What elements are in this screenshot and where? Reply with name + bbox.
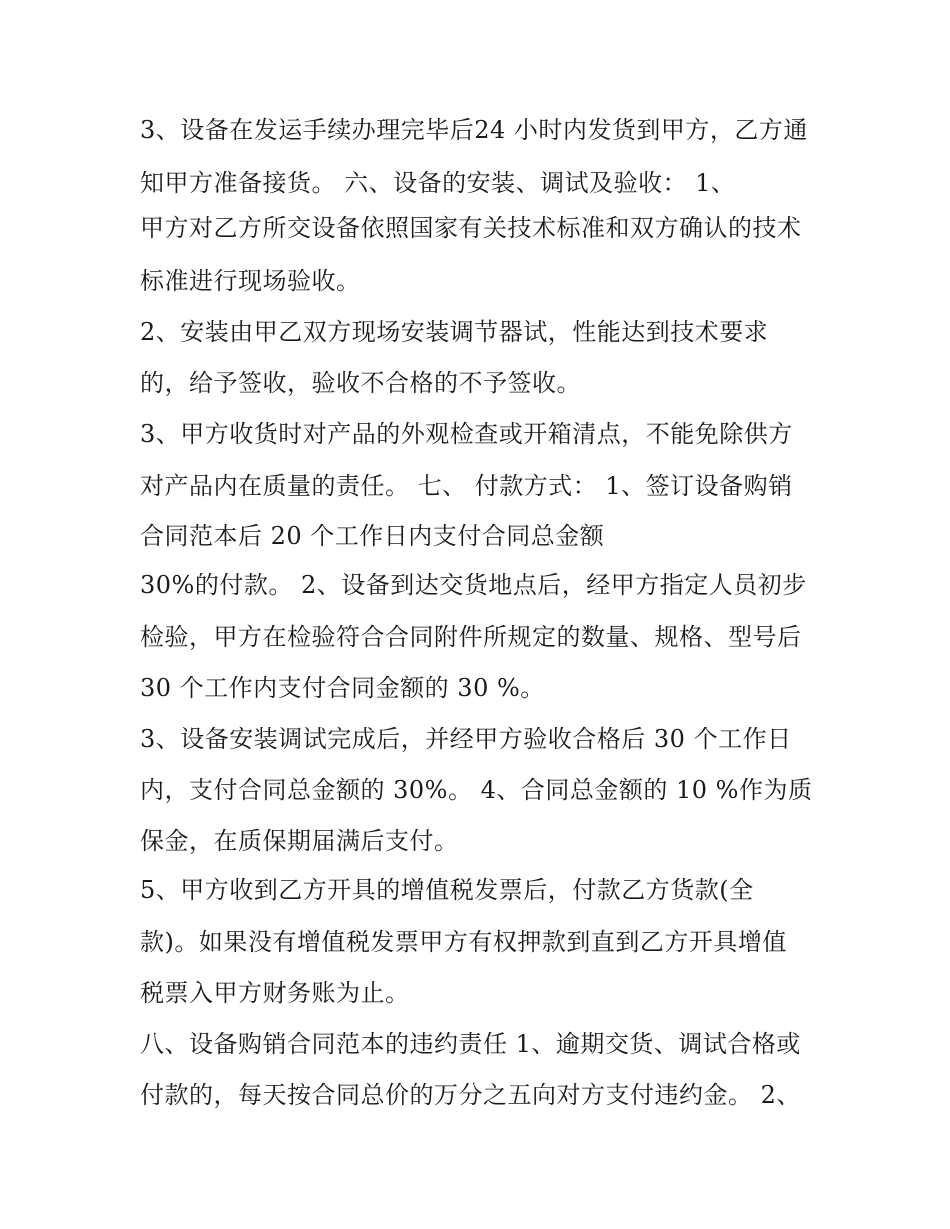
text-line: 30%的付款。 2、设备到达交货地点后，经甲方指定人员初步 — [140, 571, 807, 599]
text-line: 八、设备购销合同范本的违约责任 1、逾期交货、调试合格或 — [140, 1030, 801, 1058]
text-line: 的，给予签收，验收不合格的不予签收。 — [140, 369, 581, 397]
text-line: 对产品内在质量的责任。 七、 付款方式： 1、签订设备购销 — [140, 472, 793, 500]
text-line: 款)。如果没有增值税发票甲方有权押款到直到乙方开具增值 — [140, 928, 787, 956]
text-line: 甲方对乙方所交设备依照国家有关技术标准和双方确认的技术 — [140, 214, 802, 242]
text-line: 合同范本后 20 个工作日内支付合同总金额 — [140, 522, 605, 550]
text-line: 保金，在质保期届满后支付。 — [140, 827, 459, 855]
text-line: 标准进行现场验收。 — [140, 267, 361, 295]
text-line: 3、设备安装调试完成后，并经甲方验收合格后 30 个工作日 — [140, 725, 792, 753]
text-line: 内，支付合同总金额的 30%。 4、合同总金额的 10 %作为质 — [140, 776, 813, 804]
text-line: 知甲方准备接货。 六、设备的安装、调试及验收： 1、 — [140, 169, 736, 197]
text-line: 税票入甲方财务账为止。 — [140, 979, 410, 1007]
text-line: 2、安装由甲乙双方现场安装调节器试，性能达到技术要求 — [140, 318, 769, 346]
text-line: 检验，甲方在检验符合合同附件所规定的数量、规格、型号后 — [140, 623, 802, 651]
text-line: 5、甲方收到乙方开具的增值税发票后，付款乙方货款(全 — [140, 876, 754, 904]
text-line: 30 个工作内支付合同金额的 30 %。 — [140, 674, 545, 702]
text-line: 付款的，每天按合同总价的万分之五向对方支付违约金。 2、 — [140, 1081, 801, 1109]
text-line: 3、设备在发运手续办理完毕后24 小时内发货到甲方，乙方通 — [140, 116, 808, 144]
text-line: 3、甲方收货时对产品的外观检查或开箱清点，不能免除供方 — [140, 420, 793, 448]
